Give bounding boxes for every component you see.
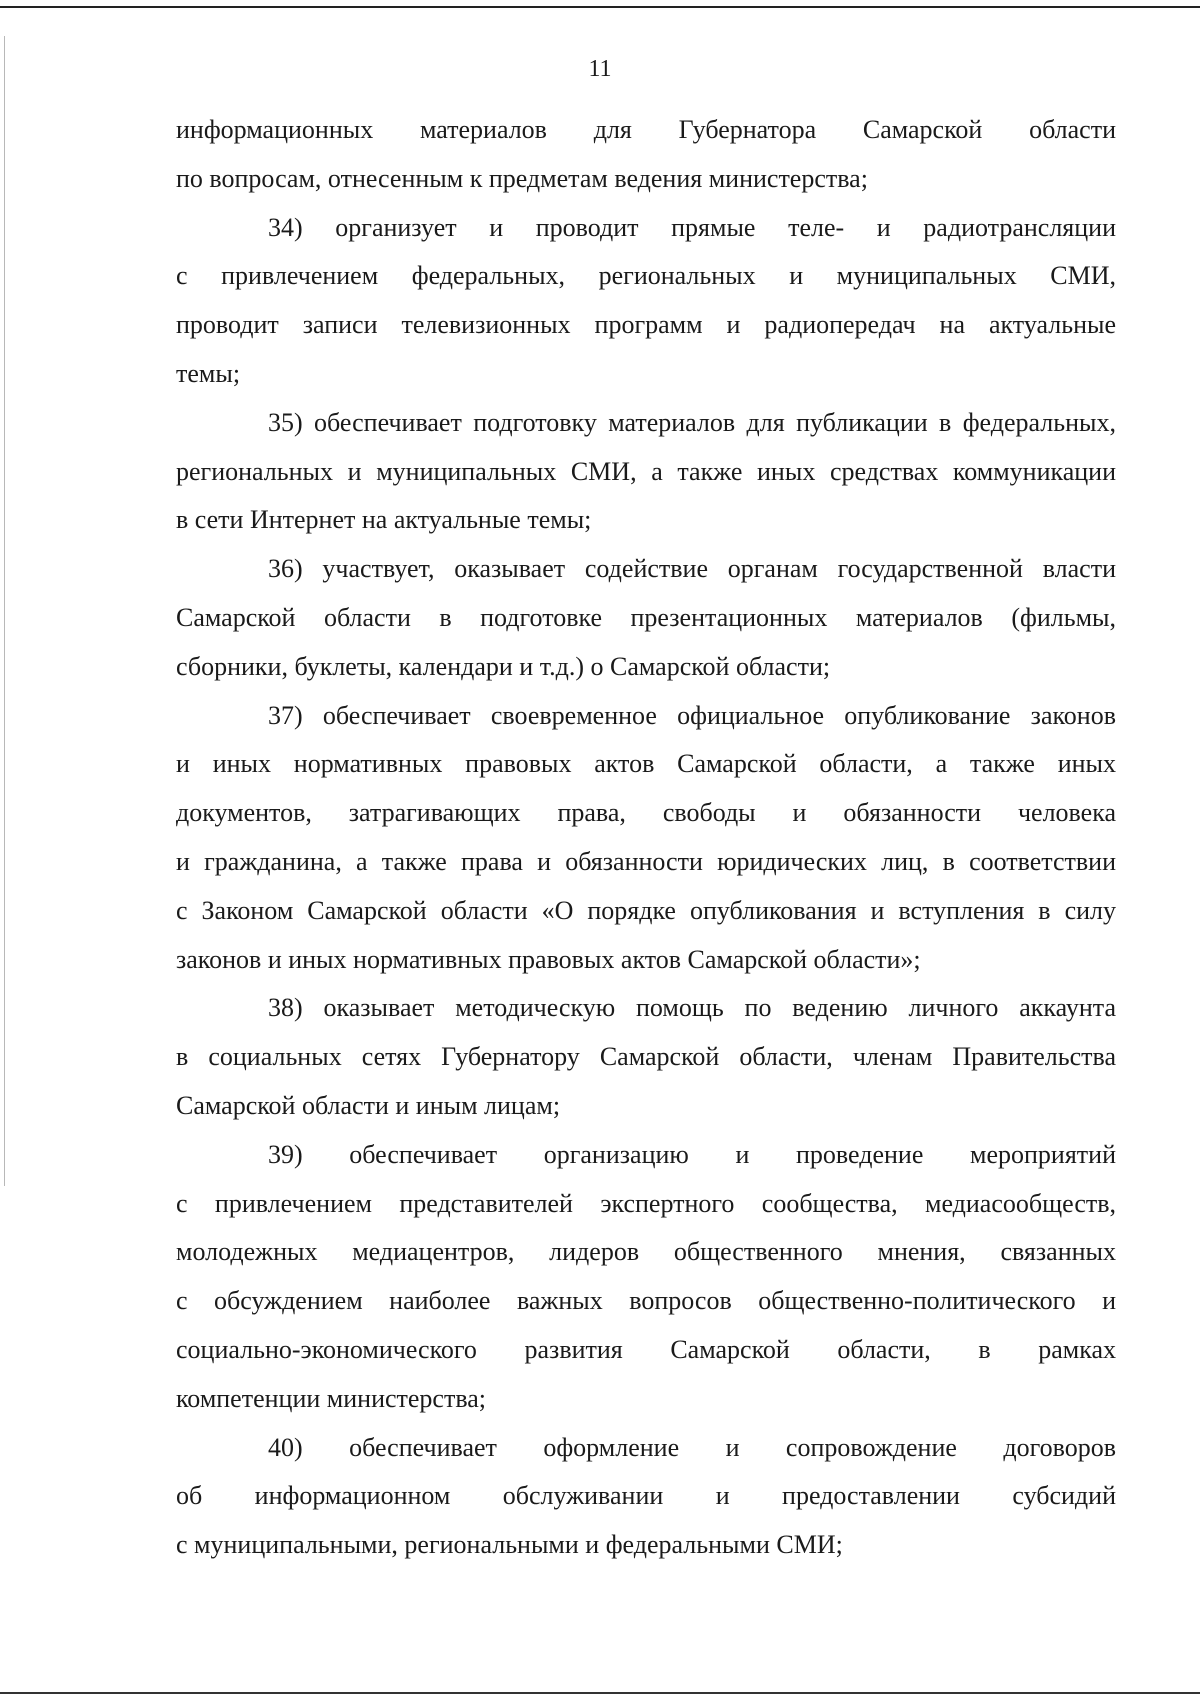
text-line: и иных нормативных правовых актов Самарской области, а также иных [176, 749, 1116, 779]
text-line: Самарской области в подготовке презентационных материалов (фильмы, [176, 602, 1116, 632]
text-line: 34) организует и проводит прямые теле- и радиотрансляции [268, 212, 1116, 242]
text-line: законов и иных нормативных правовых актов Самарской области»; [176, 944, 921, 974]
text-line: документов, затрагивающих права, свободы и обязанности человека [176, 798, 1116, 828]
text-line: молодежных медиацентров, лидеров общественного мнения, связанных [176, 1237, 1116, 1267]
text-line: с обсуждением наиболее важных вопросов общественно-политического и [176, 1286, 1116, 1316]
text-line: сборники, буклеты, календари и т.д.) о Самарской области; [176, 651, 831, 681]
text-line: с привлечением федеральных, региональных и муниципальных СМИ, [176, 261, 1116, 291]
paragraph-item-36 [176, 545, 1116, 691]
paragraph-item-40 [176, 1424, 1116, 1570]
text-line: компетенции министерства; [176, 1383, 487, 1413]
text-line: 37) обеспечивает своевременное официальное опубликование законов [268, 700, 1116, 730]
scan-edge-left [4, 36, 5, 1186]
text-line: социально-экономического развития Самарской области, в рамках [176, 1334, 1116, 1364]
text-line: 40) обеспечивает оформление и сопровождение договоров [268, 1432, 1116, 1462]
text-line: 39) обеспечивает организацию и проведение мероприятий [268, 1139, 1116, 1169]
document-body [176, 106, 1116, 1570]
text-line: и гражданина, а также права и обязанности юридических лиц, в соответствии [176, 846, 1116, 876]
text-line: региональных и муниципальных СМИ, а также иных средствах коммуникации [176, 456, 1116, 486]
text-line: по вопросам, отнесенным к предметам ведения министерства; [176, 163, 868, 193]
text-line: в социальных сетях Губернатору Самарской области, членам Правительства [176, 1042, 1116, 1072]
text-line: Самарской области и иным лицам; [176, 1090, 561, 1120]
page-number: 11 [588, 56, 612, 82]
text-line: с Законом Самарской области «О порядке опубликования и вступления в силу [176, 895, 1116, 925]
paragraph-item-37 [176, 692, 1116, 985]
paragraph-item-35 [176, 399, 1116, 545]
text-line: информационных материалов для Губернатора Самарской области [176, 115, 1116, 144]
text-line: 36) участвует, оказывает содействие органам государственной власти [268, 554, 1116, 584]
text-line: с привлечением представителей экспертного сообщества, медиасообществ, [176, 1188, 1116, 1218]
paragraph-item-34 [176, 204, 1116, 399]
text-line: 35) обеспечивает подготовку материалов для публикации в федеральных, [268, 407, 1116, 437]
text-line: об информационном обслуживании и предоставлении субсидий [176, 1481, 1116, 1511]
paragraph-item-38 [176, 984, 1116, 1130]
text-line: с муниципальными, региональными и федеральными СМИ; [176, 1530, 843, 1560]
scan-edge-top [0, 6, 1200, 8]
text-line: в сети Интернет на актуальные темы; [176, 505, 592, 535]
paragraph-item-39 [176, 1131, 1116, 1424]
text-line: темы; [176, 358, 241, 388]
scan-edge-bottom [0, 1692, 1200, 1694]
text-line: проводит записи телевизионных программ и радиопередач на актуальные [176, 310, 1116, 340]
text-line: 38) оказывает методическую помощь по ведению личного аккаунта [268, 993, 1116, 1023]
paragraph-continuation [176, 106, 1116, 204]
